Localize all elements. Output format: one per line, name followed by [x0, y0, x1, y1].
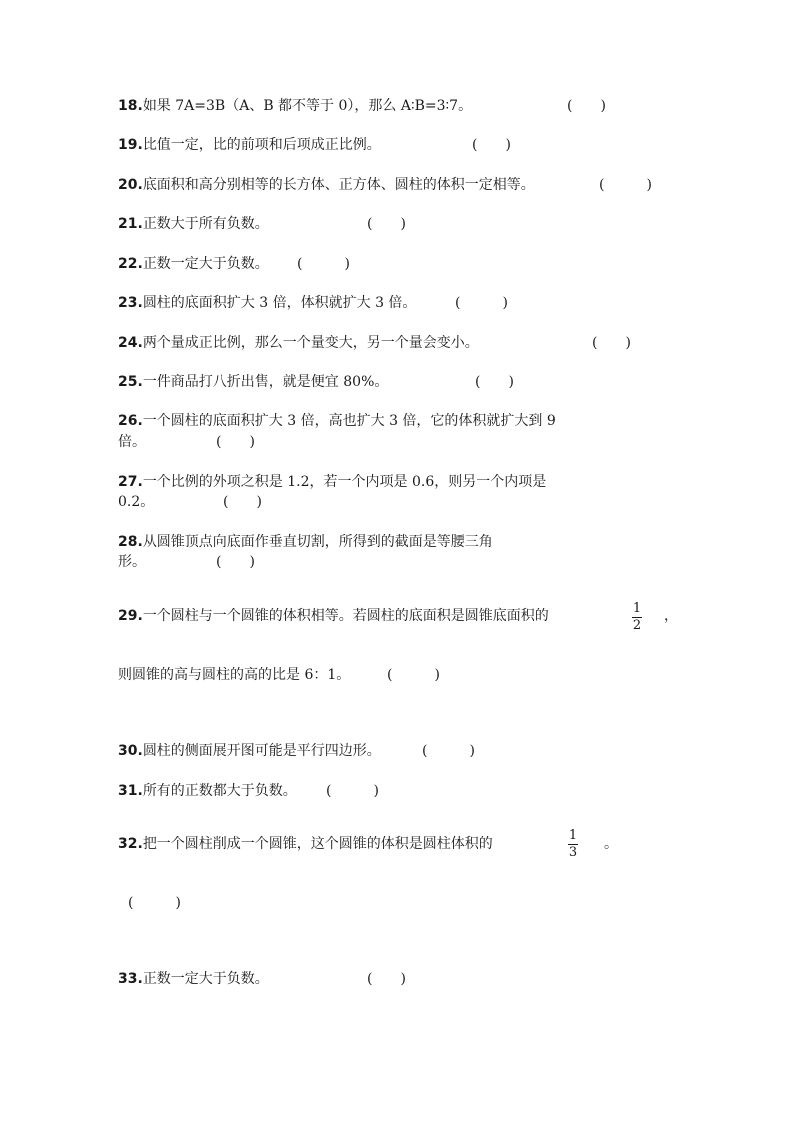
- answer-blank[interactable]: ( ): [216, 554, 255, 570]
- question-29-continued: [118, 665, 350, 685]
- fraction-numerator: 1: [568, 828, 578, 843]
- fraction-one-half: [632, 602, 642, 633]
- question-text: 圆柱的底面积扩大 3 倍，体积就扩大 3 倍。: [142, 295, 417, 311]
- question-number: 22.: [118, 256, 143, 272]
- question-32: [118, 834, 493, 854]
- question-text: 两个量成正比例，那么一个量变大，另一个量会变小。: [142, 335, 479, 351]
- question-26-continued: [118, 432, 146, 452]
- question-26: [118, 411, 556, 431]
- question-text: 则圆锥的高与圆柱的高的比是 6：1。: [118, 667, 351, 683]
- question-text: 一个圆柱的底面积扩大 3 倍，高也扩大 3 倍，它的体积就扩大到 9: [142, 413, 556, 429]
- question-31: [118, 781, 297, 801]
- answer-blank[interactable]: ( ): [223, 494, 262, 510]
- question-number: 31.: [118, 783, 143, 799]
- question-21: [118, 214, 269, 234]
- question-25: [118, 372, 388, 392]
- answer-blank[interactable]: ( ): [475, 374, 514, 390]
- question-29: [118, 606, 549, 626]
- question-text: 所有的正数都大于负数。: [142, 783, 297, 799]
- question-text: 一件商品打八折出售，就是便宜 80%。: [142, 374, 389, 390]
- fraction-denominator: 3: [568, 845, 578, 860]
- question-number: 19.: [118, 137, 143, 153]
- question-text: 倍。: [118, 434, 146, 450]
- answer-blank[interactable]: ( ): [422, 743, 475, 759]
- question-number: 26.: [118, 413, 143, 429]
- question-number: 30.: [118, 743, 143, 759]
- question-18: [118, 96, 472, 116]
- answer-blank[interactable]: ( ): [326, 783, 379, 799]
- fraction-denominator: 2: [632, 618, 642, 633]
- question-text: 比值一定，比的前项和后项成正比例。: [142, 137, 381, 153]
- period: 。: [604, 836, 618, 852]
- question-text: 一个比例的外项之积是 1.2，若一个内项是 0.6，则另一个内项是: [142, 474, 547, 490]
- question-text: 0.2。: [118, 494, 155, 510]
- answer-blank[interactable]: ( ): [599, 177, 652, 193]
- answer-blank[interactable]: ( ): [455, 295, 508, 311]
- question-number: 33.: [118, 971, 143, 987]
- question-19: [118, 135, 381, 155]
- question-text: 把一个圆柱削成一个圆锥，这个圆锥的体积是圆柱体积的: [142, 836, 493, 852]
- question-number: 21.: [118, 216, 143, 232]
- question-text: 底面积和高分别相等的长方体、正方体、圆柱的体积一定相等。: [142, 177, 535, 193]
- answer-blank[interactable]: ( ): [367, 971, 406, 987]
- question-27-continued: [118, 492, 154, 512]
- answer-blank[interactable]: ( ): [128, 895, 181, 911]
- question-28-continued: [118, 552, 146, 572]
- fraction-numerator: 1: [632, 601, 642, 616]
- question-23: [118, 293, 416, 313]
- question-text: 正数一定大于负数。: [142, 256, 269, 272]
- question-33: [118, 969, 269, 989]
- question-number: 23.: [118, 295, 143, 311]
- question-text: 一个圆柱与一个圆锥的体积相等。若圆柱的底面积是圆锥底面积的: [142, 608, 549, 624]
- question-text: 从圆锥顶点向底面作垂直切割，所得到的截面是等腰三角: [142, 534, 493, 550]
- question-number: 28.: [118, 534, 143, 550]
- question-30: [118, 741, 381, 761]
- question-number: 18.: [118, 98, 143, 114]
- question-text: 形。: [118, 554, 146, 570]
- question-number: 25.: [118, 374, 143, 390]
- answer-blank[interactable]: ( ): [297, 256, 350, 272]
- comma: ，: [664, 608, 678, 624]
- question-text: 正数一定大于负数。: [142, 971, 269, 987]
- fraction-one-third: [568, 829, 578, 860]
- question-number: 20.: [118, 177, 143, 193]
- answer-blank[interactable]: ( ): [367, 216, 406, 232]
- question-text: 正数大于所有负数。: [142, 216, 269, 232]
- question-27: [118, 472, 546, 492]
- question-text: 圆柱的侧面展开图可能是平行四边形。: [142, 743, 381, 759]
- question-22: [118, 254, 269, 274]
- answer-blank[interactable]: ( ): [216, 434, 255, 450]
- question-number: 27.: [118, 474, 143, 490]
- question-28: [118, 532, 493, 552]
- question-number: 24.: [118, 335, 143, 351]
- question-20: [118, 175, 535, 195]
- answer-blank[interactable]: ( ): [387, 667, 440, 683]
- answer-blank[interactable]: ( ): [472, 137, 511, 153]
- answer-blank[interactable]: ( ): [567, 98, 606, 114]
- answer-blank[interactable]: ( ): [592, 335, 631, 351]
- question-number: 32.: [118, 836, 143, 852]
- question-text: 如果 7A=3B（A、B 都不等于 0），那么 A∶B=3∶7。: [142, 98, 473, 114]
- question-24: [118, 333, 479, 353]
- question-number: 29.: [118, 608, 143, 624]
